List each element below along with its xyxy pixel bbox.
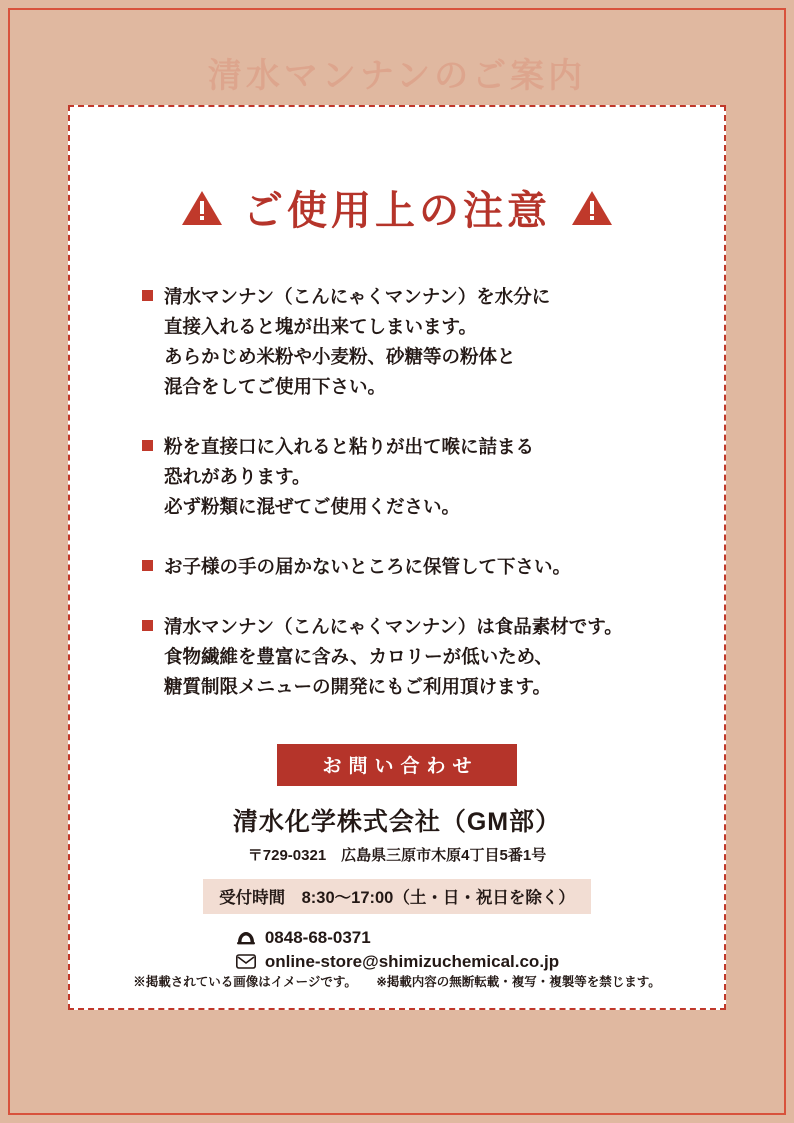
phone-number: 0848-68-0371 <box>264 927 371 947</box>
footnotes <box>70 972 724 990</box>
note-line: 清水マンナン（こんにゃくマンナン）を水分に <box>164 286 551 307</box>
note-text <box>164 552 571 582</box>
square-bullet-icon <box>142 620 153 631</box>
warning-triangle-icon <box>571 189 613 227</box>
note-line: 糖質制限メニューの開発にもご利用頂けます。 <box>164 675 552 697</box>
list-item <box>142 552 682 582</box>
note-line: 混合をしてご使用下さい。 <box>164 375 387 397</box>
contact-banner: お問い合わせ <box>277 744 516 786</box>
square-bullet-icon <box>142 560 153 571</box>
page-title-text: ご使用上の注意 <box>243 189 551 233</box>
footnote-image-disclaimer: ※掲載されている画像はイメージです。 <box>133 975 357 989</box>
envelope-icon <box>235 953 257 971</box>
note-line: 粉を直接口に入れると粘りが出て喉に詰まる <box>164 435 535 457</box>
note-text <box>164 612 623 702</box>
phone-row[interactable] <box>235 928 559 948</box>
email-row[interactable] <box>235 952 559 972</box>
square-bullet-icon <box>142 440 153 451</box>
warning-triangle-icon <box>181 189 223 227</box>
email-address: online-store@shimizuchemical.co.jp <box>264 951 560 971</box>
note-text <box>164 432 534 522</box>
telephone-icon <box>235 929 257 947</box>
footnote-copyright: ※掲載内容の無断転載・複写・複製等を禁じます。 <box>376 975 661 989</box>
note-text <box>164 282 550 402</box>
note-line: 食物繊維を豊富に含み、カロリーが低いため、 <box>164 645 553 667</box>
notes-list <box>142 282 682 702</box>
ghost-watermark-text: 清水マンナンのご案内 <box>207 57 587 95</box>
contact-section <box>70 744 724 975</box>
note-line: 恐れがあります。 <box>164 465 311 487</box>
company-name: 清水化学株式会社（GM部） <box>232 807 562 836</box>
title-row <box>70 179 724 236</box>
note-line: お子様の手の届かないところに保管して下さい。 <box>164 555 572 577</box>
notice-card <box>68 105 726 1010</box>
business-hours: 受付時間 8:30〜17:00（土・日・祝日を除く） <box>203 879 591 914</box>
note-line: 直接入れると塊が出来てしまいます。 <box>164 315 478 337</box>
contact-details <box>235 924 559 972</box>
list-item <box>142 612 682 702</box>
note-line: あらかじめ米粉や小麦粉、砂糖等の粉体と <box>164 345 516 367</box>
note-line: 清水マンナン（こんにゃくマンナン）は食品素材です。 <box>164 615 623 637</box>
company-address: 〒729-0321 広島県三原市木原4丁目5番1号 <box>247 846 547 864</box>
page-title <box>239 179 555 236</box>
list-item <box>142 282 682 402</box>
square-bullet-icon <box>142 290 153 301</box>
note-line: 必ず粉類に混ぜてご使用ください。 <box>164 495 461 517</box>
list-item <box>142 432 682 522</box>
